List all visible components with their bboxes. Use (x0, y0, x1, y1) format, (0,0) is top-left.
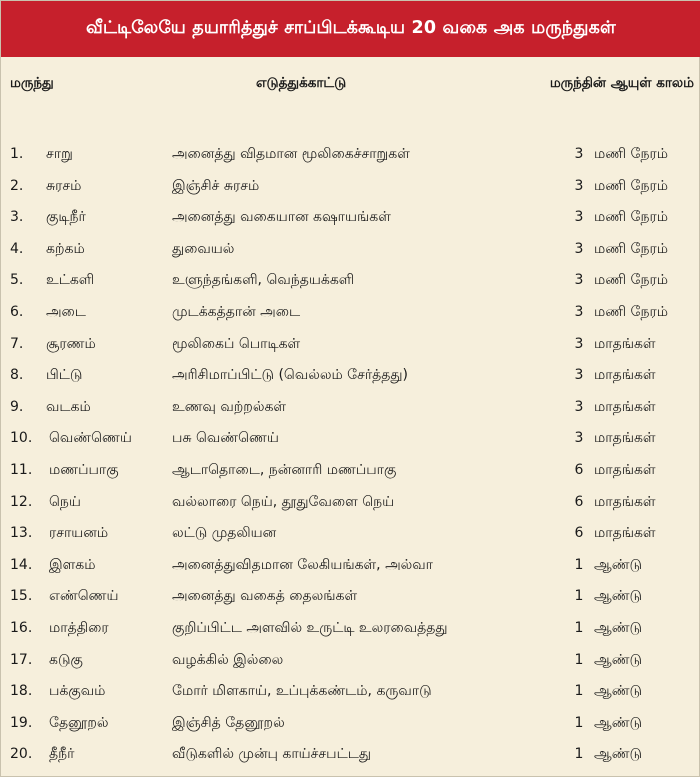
medicine-name: தீநீர் (49, 746, 75, 763)
row-number: 1. (10, 146, 24, 162)
shelf-life-unit: மாதங்கள் (594, 461, 656, 478)
table-row (1, 361, 700, 393)
row-number: 9. (10, 398, 24, 415)
shelf-life-quantity: 1 (574, 588, 584, 605)
table-row (1, 709, 700, 741)
shelf-life-unit: மாதங்கள் (594, 525, 656, 542)
shelf-life-unit: மணி நேரம் (594, 272, 668, 289)
table-row (1, 266, 700, 298)
shelf-life-quantity: 3 (574, 367, 584, 384)
medicine-example: உணவு வற்றல்கள் (172, 398, 287, 415)
medicine-example: ஆடாதொடை, நன்னாரி மணப்பாகு (172, 461, 397, 478)
shelf-life-unit: ஆண்டு (594, 683, 643, 700)
title-bar (1, 1, 700, 57)
table-row (1, 488, 700, 520)
medicine-example: மூலிகைப் பொடிகள் (172, 335, 301, 352)
medicine-example: வீடுகளில் முன்பு காய்ச்சபட்டது (172, 746, 372, 763)
table-row (1, 519, 700, 551)
medicine-name: மணப்பாகு (49, 461, 119, 478)
shelf-life-quantity: 6 (574, 461, 584, 478)
shelf-life-quantity: 1 (574, 556, 584, 573)
medicine-table (1, 140, 700, 772)
medicine-example: அனைத்து வகைத் தைலங்கள் (172, 588, 358, 605)
medicine-name: பிட்டு (46, 367, 83, 384)
row-number: 11. (10, 461, 33, 478)
medicine-name: பக்குவம் (49, 683, 106, 700)
row-number: 17. (10, 651, 33, 668)
table-row (1, 582, 700, 614)
page-title: வீட்டிலேயே தயாரித்துச் சாப்பிடக்கூடிய 20 வகை அக மருந்துகள் (86, 18, 616, 38)
row-number: 7. (10, 335, 24, 352)
table-row (1, 298, 700, 330)
shelf-life-quantity: 3 (574, 272, 584, 289)
shelf-life-unit: மணி நேரம் (594, 146, 668, 162)
medicine-name: எண்ணெய் (49, 588, 119, 605)
shelf-life-unit: மாதங்கள் (594, 493, 656, 510)
row-number: 15. (10, 588, 33, 605)
medicine-example: அரிசிமாப்பிட்டு (வெல்லம் சேர்த்தது) (172, 367, 409, 384)
shelf-life-unit: ஆண்டு (594, 588, 643, 605)
row-number: 2. (10, 177, 24, 194)
row-number: 5. (10, 272, 24, 289)
table-row (1, 551, 700, 583)
medicine-name: குடிநீர் (46, 209, 86, 226)
table-row (1, 140, 700, 172)
shelf-life-quantity: 1 (574, 619, 584, 636)
medicine-example: குறிப்பிட்ட அளவில் உருட்டி உலரவைத்தது (172, 619, 448, 636)
medicine-name: மாத்திரை (49, 619, 109, 636)
shelf-life-unit: ஆண்டு (594, 651, 643, 668)
shelf-life-unit: மணி நேரம் (594, 177, 668, 194)
shelf-life-quantity: 1 (574, 746, 584, 763)
shelf-life-quantity: 6 (574, 493, 584, 510)
row-number: 18. (10, 683, 33, 700)
shelf-life-quantity: 6 (574, 525, 584, 542)
row-number: 10. (10, 430, 33, 447)
medicine-example: மோர் மிளகாய், உப்புக்கண்டம், கருவாடு (172, 683, 432, 700)
shelf-life-unit: ஆண்டு (594, 619, 643, 636)
medicine-name: சூரணம் (46, 335, 96, 352)
table-row (1, 677, 700, 709)
medicine-example: உளுந்தங்களி, வெந்தயக்களி (172, 272, 355, 289)
medicine-example: அனைத்து விதமான மூலிகைச்சாறுகள் (172, 146, 410, 162)
medicine-name: கற்கம் (46, 240, 85, 257)
shelf-life-quantity: 3 (574, 398, 584, 415)
medicine-name: அடை (46, 303, 86, 320)
row-number: 12. (10, 493, 33, 510)
row-number: 4. (10, 240, 24, 257)
table-row (1, 456, 700, 488)
table-row (1, 235, 700, 267)
medicine-example: இஞ்சிச் சுரசம் (172, 177, 260, 194)
row-number: 14. (10, 556, 33, 573)
shelf-life-unit: மாதங்கள் (594, 398, 656, 415)
medicine-name: ரசாயனம் (49, 525, 109, 542)
shelf-life-quantity: 3 (574, 303, 584, 320)
header-medicine: மருந்து (10, 75, 54, 91)
shelf-life-quantity: 1 (574, 714, 584, 731)
medicine-example: முடக்கத்தான் அடை (172, 303, 301, 320)
medicine-name: நெய் (49, 493, 81, 510)
shelf-life-quantity: 3 (574, 335, 584, 352)
shelf-life-unit: ஆண்டு (594, 556, 643, 573)
shelf-life-unit: மணி நேரம் (594, 209, 668, 226)
row-number: 6. (10, 303, 24, 320)
shelf-life-quantity: 3 (574, 177, 584, 194)
medicine-example: லட்டு முதலியன (172, 525, 277, 542)
table-row (1, 393, 700, 425)
row-number: 20. (10, 746, 33, 763)
shelf-life-unit: மாதங்கள் (594, 335, 656, 352)
medicine-example: அனைத்து வகையான கஷாயங்கள் (172, 209, 391, 226)
header-shelf-life: மருந்தின் ஆயுள் காலம் (549, 75, 694, 91)
medicine-name: சுரசம் (46, 177, 82, 194)
medicine-example: அனைத்துவிதமான லேகியங்கள், அல்வா (172, 556, 433, 573)
shelf-life-unit: ஆண்டு (594, 714, 643, 731)
row-number: 16. (10, 619, 33, 636)
shelf-life-quantity: 3 (574, 430, 584, 447)
table-row (1, 330, 700, 362)
table-row (1, 614, 700, 646)
medicine-name: வெண்ணெய் (49, 430, 132, 447)
shelf-life-quantity: 1 (574, 651, 584, 668)
medicine-example: பசு வெண்ணெய் (172, 430, 279, 447)
shelf-life-unit: மணி நேரம் (594, 303, 668, 320)
shelf-life-unit: மணி நேரம் (594, 240, 668, 257)
shelf-life-quantity: 3 (574, 209, 584, 226)
shelf-life-quantity: 3 (574, 146, 584, 162)
medicine-example: இஞ்சித் தேனூறல் (172, 714, 285, 731)
medicine-example: வழக்கில் இல்லை (172, 651, 284, 668)
medicine-name: சாறு (46, 146, 73, 162)
row-number: 19. (10, 714, 33, 731)
table-row (1, 740, 700, 772)
shelf-life-unit: மாதங்கள் (594, 430, 656, 447)
header-example: எடுத்துக்காட்டு (256, 75, 347, 91)
table-row (1, 424, 700, 456)
medicine-name: கடுகு (49, 651, 83, 668)
medicine-name: தேனூறல் (49, 714, 109, 731)
medicine-name: வடகம் (46, 398, 91, 415)
table-row (1, 203, 700, 235)
row-number: 8. (10, 367, 24, 384)
medicine-name: உட்களி (46, 272, 95, 289)
shelf-life-quantity: 3 (574, 240, 584, 257)
shelf-life-quantity: 1 (574, 683, 584, 700)
shelf-life-unit: மாதங்கள் (594, 367, 656, 384)
shelf-life-unit: ஆண்டு (594, 746, 643, 763)
table-row (1, 172, 700, 204)
medicine-name: இளகம் (49, 556, 96, 573)
medicine-example: வல்லாரை நெய், தூதுவேளை நெய் (172, 493, 395, 510)
table-header (1, 75, 700, 103)
table-row (1, 646, 700, 678)
row-number: 13. (10, 525, 33, 542)
medicine-example: துவையல் (172, 240, 235, 257)
row-number: 3. (10, 209, 24, 226)
